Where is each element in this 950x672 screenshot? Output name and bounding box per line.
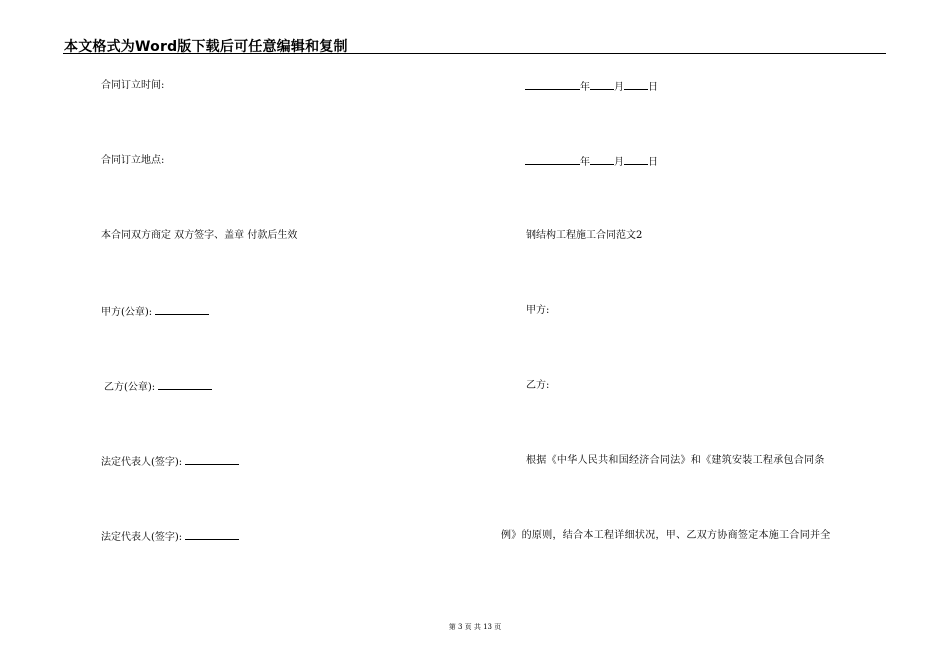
party-b-seal-blank [158,380,212,390]
year-label: 年 [580,157,590,168]
party-a-label: 甲方: [526,305,550,316]
month-label: 月 [614,82,624,93]
legal-rep-label-2: 法定代表人(签字): [101,532,183,543]
legal-rep-blank-2 [185,530,239,540]
party-b-seal-field [104,380,212,394]
contract-body-line-2: 例》的原则，结合本工程详细状况，甲、乙双方协商签定本施工合同并全 [501,530,831,541]
template-title: 钢结构工程施工合同范文2 [526,230,643,241]
page-number-footer: 第 3 页 共 13 页 [448,623,502,631]
header-divider [63,53,886,54]
party-b-seal-label: 乙方(公章): [104,382,156,393]
legal-rep-blank-1 [185,455,239,465]
contract-place-date-field [525,155,658,169]
day-blank [624,80,648,90]
legal-rep-label-1: 法定代表人(签字): [101,457,183,468]
year-blank [525,155,580,165]
year-blank [525,80,580,90]
day-label: 日 [648,82,658,93]
day-label: 日 [648,157,658,168]
contract-body-line-1: 根据《中华人民共和国经济合同法》和《建筑安装工程承包合同条 [526,455,825,466]
contract-sign-time-label: 合同订立时间: [101,80,165,91]
legal-rep-field-1 [101,455,239,469]
party-b-label: 乙方: [526,380,550,391]
day-blank [624,155,648,165]
party-a-seal-field [101,305,209,319]
month-blank [590,155,614,165]
contract-sign-place-label: 合同订立地点: [101,155,165,166]
month-label: 月 [614,157,624,168]
party-a-seal-label: 甲方(公章): [101,307,153,318]
legal-rep-field-2 [101,530,239,544]
year-label: 年 [580,82,590,93]
contract-effect-clause: 本合同双方商定 双方签字、盖章 付款后生效 [101,230,298,241]
party-a-seal-blank [155,305,209,315]
contract-sign-date-field [525,80,658,94]
month-blank [590,80,614,90]
page-header-title: 本文格式为Word版下载后可任意编辑和复制 [64,39,348,55]
